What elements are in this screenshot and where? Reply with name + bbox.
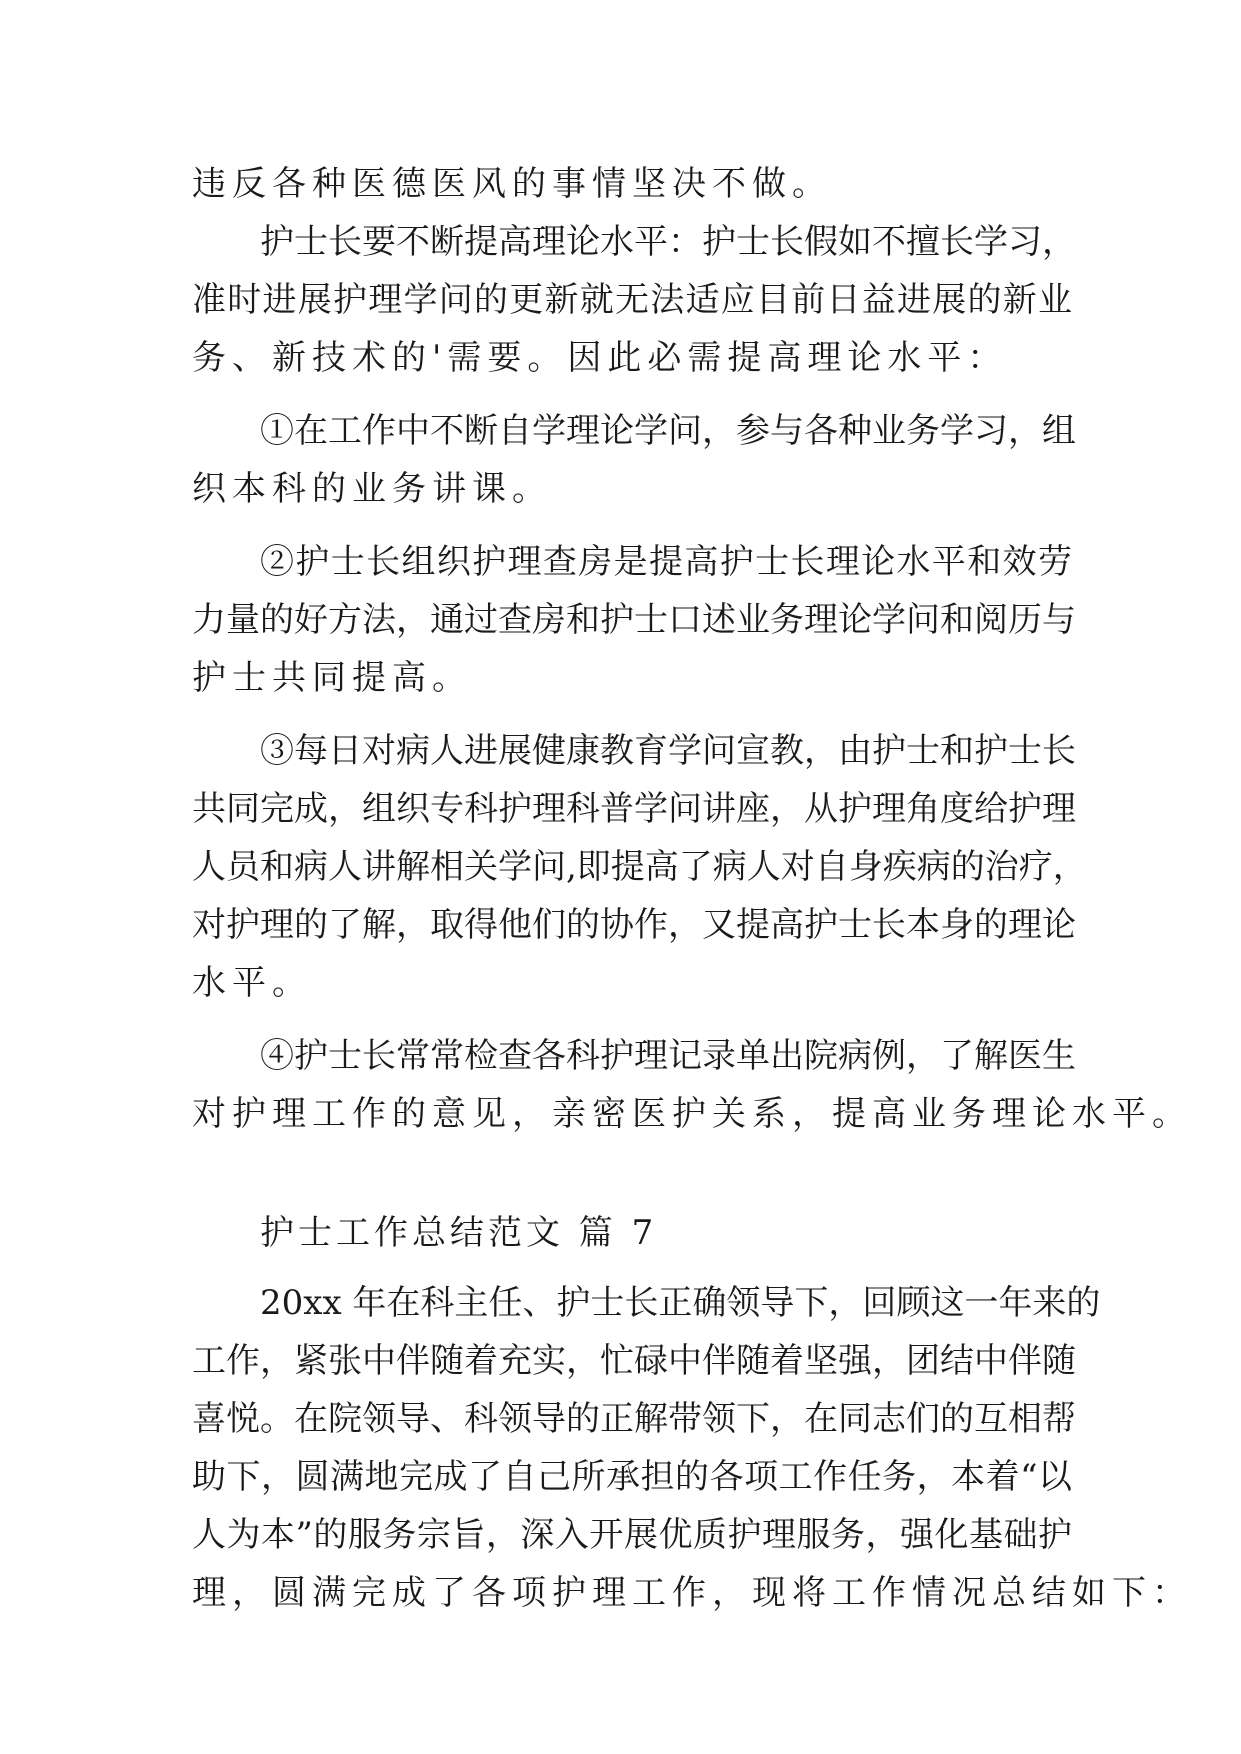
paragraph-line: 20xx 年在科主任、护士长正确领导下，回顾这一年来的 xyxy=(260,1283,1101,1323)
list-item-line: ①在工作中不断自学理论学问，参与各种业务学习，组 xyxy=(260,411,1076,451)
paragraph-line: 工作，紧张中伴随着充实，忙碌中伴随着坚强，团结中伴随 xyxy=(192,1341,1076,1381)
list-item-line: 水平。 xyxy=(192,963,312,1003)
list-item-line: 力量的好方法，通过查房和护士口述业务理论学问和阅历与 xyxy=(192,600,1076,640)
list-item-line: 人员和病人讲解相关学问,即提高了病人对自身疾病的治疗， xyxy=(192,847,1087,887)
list-item-line: 织本科的业务讲课。 xyxy=(192,469,552,509)
list-item-line: ②护士长组织护理查房是提高护士长理论水平和效劳 xyxy=(260,542,1072,582)
paragraph-line: 护士长要不断提高理论水平：护士长假如不擅长学习， xyxy=(260,222,1076,262)
list-item-line: 护士共同提高。 xyxy=(192,658,472,698)
paragraph-line: 人为本”的服务宗旨，深入开展优质护理服务，强化基础护 xyxy=(192,1515,1072,1555)
list-item-line: ③每日对病人进展健康教育学问宣教，由护士和护士长 xyxy=(260,731,1076,771)
paragraph-line: 助下，圆满地完成了自己所承担的各项工作任务，本着“以 xyxy=(192,1457,1072,1497)
paragraph-line: 准时进展护理学问的更新就无法适应目前日益进展的新业 xyxy=(192,280,1072,320)
list-item-line: 对护理工作的意见，亲密医护关系，提高业务理论水平。 xyxy=(192,1094,1192,1134)
section-heading: 护士工作总结范文 篇 7 xyxy=(260,1213,658,1253)
list-item-line: 共同完成，组织专科护理科普学问讲座，从护理角度给护理 xyxy=(192,789,1076,829)
paragraph-line: 违反各种医德医风的事情坚决不做。 xyxy=(192,164,832,204)
paragraph-line: 务、新技术的'需要。因此必需提高理论水平： xyxy=(192,338,1008,378)
list-item-line: 对护理的了解，取得他们的协作，又提高护士长本身的理论 xyxy=(192,905,1076,945)
list-item-line: ④护士长常常检查各科护理记录单出院病例，了解医生 xyxy=(260,1036,1076,1076)
paragraph-line: 理，圆满完成了各项护理工作，现将工作情况总结如下： xyxy=(192,1573,1192,1613)
paragraph-line: 喜悦。在院领导、科领导的正解带领下，在同志们的互相帮 xyxy=(192,1399,1076,1439)
